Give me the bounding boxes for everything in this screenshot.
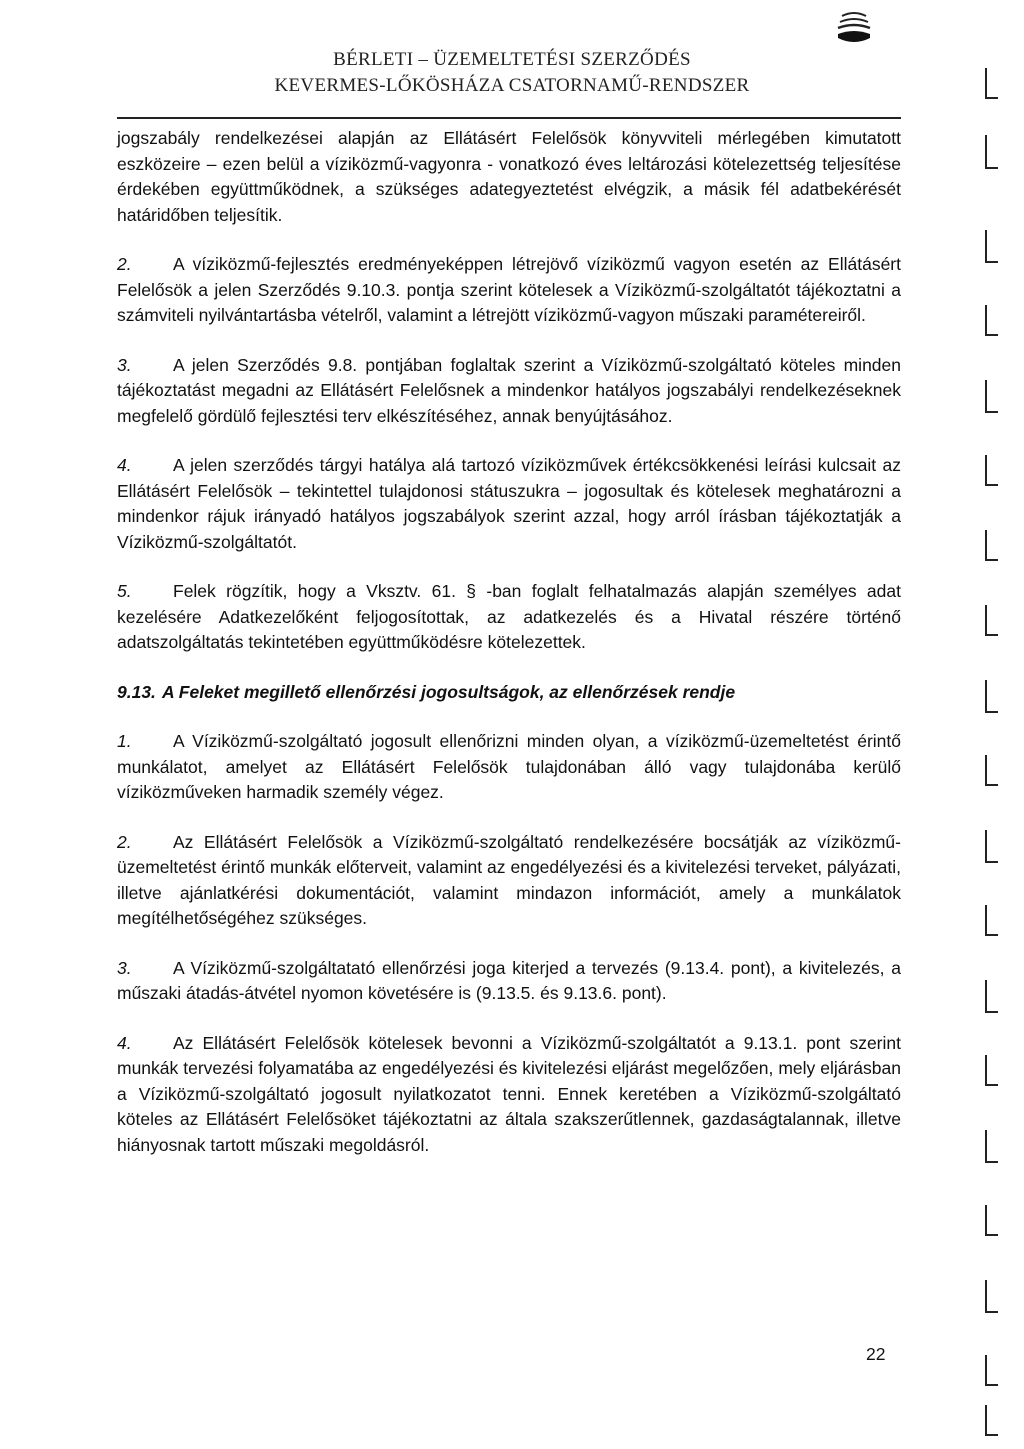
item-number: 5. [117, 581, 132, 601]
list-item [117, 579, 901, 656]
list-item [117, 453, 901, 555]
page-number: 22 [866, 1344, 886, 1364]
section-heading [117, 680, 901, 706]
logo-icon [832, 8, 876, 48]
document-body [117, 126, 901, 1158]
header-title: BÉRLETI – ÜZEMELTETÉSI SZERZŐDÉS [333, 49, 691, 70]
item-text: A Víziközmű-szolgáltató jogosult ellenőrizni minden olyan, a víziközmű-üzemeltetést érintő munkálatot, amelyet az Ellátásért Felelősök tulajdonában álló vagy tulajdonába kerülő víziközműveken harmadik személy végez. [117, 731, 901, 802]
list-item [117, 830, 901, 932]
item-number: 4. [117, 1032, 132, 1053]
list-item [117, 1031, 901, 1159]
item-text: A jelen szerződés tárgyi hatálya alá tartozó víziközművek értékcsökkenési leírási kulcsait az Ellátásért Felelősök – tekintettel tulajdonosi státuszukra – jogosultak és kötelesek meghatározni a mindenkor rájuk irányadó hatályos jogszabályok szerint azzal, hogy arról írásban tájékoztatják a Víziközmű-szolgáltatót. [117, 455, 901, 552]
item-text: Felek rögzítik, hogy a Vksztv. 61. § -ban foglalt felhatalmazás alapján személyes adat kezelésére Adatkezelőként feljogosítottak, az adatkezelés és a Hivatal részére történő adatszolgáltatás tekintetében együttműködésre kötelezettek. [117, 581, 901, 652]
item-text: Az Ellátásért Felelősök a Víziközmű-szolgáltató rendelkezésére bocsátják az víziközmű-üzemeltetést érintő munkák előterveit, valamint az engedélyezési és a kivitelezési terveket, pályázati, illetve ajánlatkérési dokumentációt, valamint mindazon információt, amely a munkálatok megítélhetőségéhez szükséges. [117, 831, 901, 928]
item-number: 1. [117, 731, 132, 751]
intro-paragraph: jogszabály rendelkezései alapján az Ellátásért Felelősök könyvviteli mérlegében kimutatott eszközeire – ezen belül a víziközmű-vagyonra - vonatkozó éves leltározási kötelezettség teljesítése érdekében együttműködnek, a szükséges adategyeztetést elvégzik, a másik fél adatbekérését határidőben teljesítik. [117, 128, 901, 225]
list-item [117, 353, 901, 430]
list-item [117, 956, 901, 1007]
margin-signature-marks [974, 60, 1004, 1440]
item-number: 4. [117, 455, 132, 475]
list-item [117, 252, 901, 329]
item-number: 2. [117, 254, 132, 274]
section-title: A Feleket megillető ellenőrzési jogosultságok, az ellenőrzések rendje [161, 681, 736, 702]
item-number: 3. [117, 354, 132, 375]
document-header [0, 48, 1024, 98]
header-divider [117, 117, 901, 119]
item-text: A Víziközmű-szolgáltatató ellenőrzési joga kiterjed a tervezés (9.13.4. pont), a kivitelezés, a műszaki átadás-átvétel nyomon követésére is (9.13.5. és 9.13.6. pont). [117, 957, 901, 1003]
list-item [117, 729, 901, 806]
item-text: A jelen Szerződés 9.8. pontjában foglaltak szerint a Víziközmű-szolgáltató köteles minden tájékoztatást megadni az Ellátásért Felelősnek a mindenkor hatályos jogszabályi rendelkezéseknek megfelelő gördülő fejlesztési terv elkészítéséhez, annak benyújtásához. [117, 354, 901, 426]
item-number: 2. [117, 831, 132, 852]
item-text: Az Ellátásért Felelősök kötelesek bevonni a Víziközmű-szolgáltatót a 9.13.1. pont szerint munkák tervezési folyamatába az engedélyezési és kivitelezési eljárást megelőzően, mely eljárásban a Víziközmű-szolgáltató jogosult nyilatkozatot tenni. Ennek keretében a Víziközmű-szolgáltató köteles az Ellátásért Felelősöket tájékoztatni az általa szakszerűtlennek, gazdaságtalannak, illetve hiányosnak tartott műszaki megoldásról. [117, 1032, 901, 1155]
section-number: 9.13. [117, 681, 156, 702]
item-number: 3. [117, 957, 132, 978]
header-subtitle: KEVERMES-LŐKÖSHÁZA CSATORNAMŰ-RENDSZER [274, 75, 750, 96]
item-text: A víziközmű-fejlesztés eredményeképpen létrejövő víziközmű vagyon esetén az Ellátásért Felelősök a jelen Szerződés 9.10.3. pontja szerint kötelesek a Víziközmű-szolgáltatót tájékoztatni a számviteli nyilvántartásba vételről, valamint a létrejött víziközmű-vagyon műszaki paramétereiről. [117, 254, 901, 325]
